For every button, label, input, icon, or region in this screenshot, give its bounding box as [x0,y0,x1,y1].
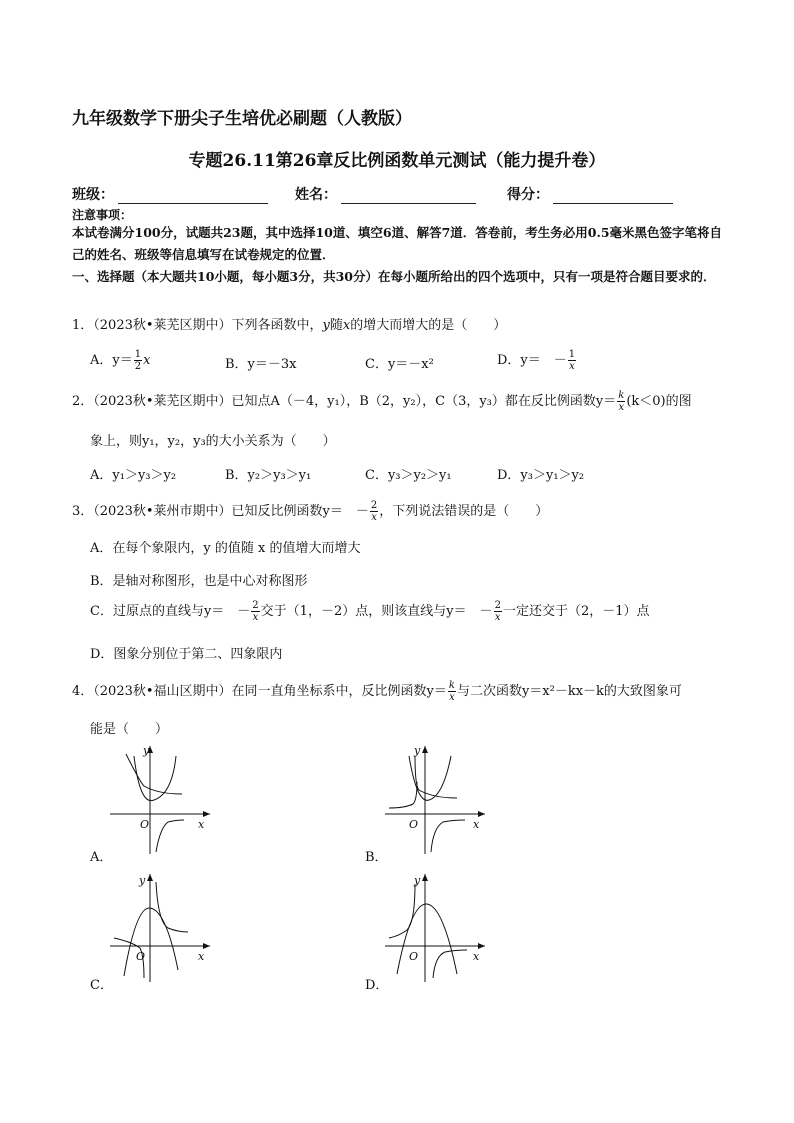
fraction-numerator: k [448,680,455,691]
notes-body: 本试卷满分100分，试题共23题，其中选择10道、填空6道、解答7道．答卷前，考生务必用0.5毫米黑色签字笔将自己的姓名、班级等信息填写在试卷规定的位置． [72,225,723,262]
x-axis-arrow [203,943,210,949]
q4-graph-c[interactable] [110,870,220,988]
q1-option-b[interactable]: B．y＝－3x [225,357,297,372]
name-label: 姓名： [295,187,337,203]
hyperbola-branch [156,820,184,852]
fraction-denominator: x [494,612,501,623]
q3-option-c[interactable] [90,600,649,623]
q4-option-d[interactable]: D． [365,978,389,993]
q1-option-d-text: D．y＝ － [497,353,567,368]
hyperbola-branch [433,950,467,978]
hyperbola-branch [431,820,465,852]
q4-option-b[interactable]: B． [365,850,388,865]
q4-option-c[interactable]: C． [90,978,113,993]
q2-option-b[interactable]: B．y₂＞y₃＞y₁ [225,468,312,483]
q4-stem-line2: 能是（ ） [90,722,169,737]
q1-option-c[interactable]: C．y＝－x² [365,357,434,372]
q3-option-d[interactable]: D．图象分别位于第二、四象限内 [90,647,283,662]
q1-stem-part: 1．（2023秋•莱芜区期中）下列各函数中， [72,318,323,333]
q2-option-d[interactable]: D．y₃＞y₁＞y₂ [497,468,585,483]
q2-option-c[interactable]: C．y₃＞y₂＞y₁ [365,468,452,483]
q4-stem-text: 与二次函数y＝x²－kx－k的大致图象可 [456,684,682,699]
q1-option-a-fraction [134,349,142,372]
q1-stem-part: 的增大而增大的是（ ） [350,318,507,333]
fraction-denominator: x [252,612,259,623]
fraction-numerator: 1 [134,349,142,360]
axis-x-label: x [198,950,205,963]
score-blank [553,191,673,204]
axis-y-label: y [139,874,146,887]
notes-heading: 注意事项： [72,208,133,222]
q3-stem-tail: ，下列说法错误的是（ ） [379,504,549,519]
q2-option-a[interactable]: A．y₁＞y₃＞y₂ [90,468,177,483]
fraction-numerator: k [618,390,625,401]
score-field [507,184,673,204]
hyperbola-branch [389,782,417,808]
hyperbola-branch [389,884,415,938]
q1-stem-part: 随 [329,318,343,333]
q3-option-c-fraction [494,600,502,623]
fraction-numerator: 1 [568,349,576,360]
section1-instructions: 一、选择题（本大题共10小题，每小题3分，共30分）在每小题所给出的四个选项中，只有一项是符合题目要求的． [72,269,716,284]
x-axis-arrow [478,943,485,949]
q2-stem [72,390,692,413]
fraction-denominator: 2 [134,361,142,372]
origin-label: O [409,950,419,963]
q3-fraction [370,500,378,523]
origin-label: O [140,818,150,831]
q4-option-a[interactable]: A． [90,850,113,865]
axis-x-label: x [473,818,480,831]
paper-title: 专题26.11第26章反比例函数单元测试（能力提升卷） [188,151,606,171]
q4-stem [72,680,682,703]
axis-y-label: y [414,874,421,887]
y-axis-arrow [422,874,428,881]
q1-var-x: x [342,318,351,333]
axis-y-label: y [143,744,150,757]
class-field [72,184,268,204]
q3-option-c-text: 交于（1，－2）点，则该直线与y＝ － [260,604,493,619]
q2-fraction [617,390,625,413]
q1-stem [72,314,506,333]
axis-y-label: y [414,744,421,757]
x-axis-arrow [203,811,210,817]
fraction-numerator: 2 [494,600,501,611]
y-axis-arrow [422,746,428,753]
q3-option-a[interactable]: A．在每个象限内，y 的值随 x 的值增大而增大 [90,541,361,556]
score-label: 得分： [507,187,549,203]
parabola-curve [134,756,176,801]
q4-graph-a[interactable] [110,742,220,860]
q3-stem-text: 3．（2023秋•莱州市期中）已知反比例函数y＝ － [72,504,369,519]
axis-x-label: x [473,950,480,963]
fraction-denominator: x [449,692,455,703]
q3-option-c-text: 一定还交于（2，－1）点 [502,604,650,619]
q2-stem-tail: (k＜0)的图 [626,394,692,409]
origin-label: O [136,950,146,963]
fraction-denominator: x [618,402,625,413]
fraction-numerator: 2 [370,500,378,511]
q1-var-y: y [322,318,330,333]
parabola-curve [124,908,178,976]
q1-option-a-text: A．y＝ [90,353,133,368]
fraction-denominator: x [371,512,377,523]
y-axis-arrow [147,874,153,881]
parabola-curve [397,904,457,974]
hyperbola-branch [156,882,188,932]
origin-label: O [409,818,419,831]
q1-option-d[interactable] [497,349,577,372]
q3-stem [72,500,548,523]
fraction-denominator: x [569,361,575,372]
name-field [295,184,476,204]
class-label: 班级： [72,187,114,203]
name-blank [341,191,476,204]
q4-graph-b[interactable] [385,742,495,860]
axis-x-label: x [198,818,205,831]
q3-option-c-fraction [251,600,259,623]
fraction-numerator: 2 [252,600,259,611]
paper-series-title: 九年级数学下册尖子生培优必刷题（人教版） [72,109,412,129]
q4-fraction [448,680,456,703]
q1-option-a[interactable] [90,349,150,372]
q3-option-b[interactable]: B．是轴对称图形，也是中心对称图形 [90,574,308,589]
q1-option-a-var: x [143,353,151,368]
q1-option-d-fraction [568,349,576,372]
q2-stem-text: 2．（2023秋•莱芜区期中）已知点A（－4，y₁），B（2，y₂），C（3，y₃）都在反比例函数y＝ [72,394,617,409]
class-blank [118,191,268,204]
q4-stem-text: 4．（2023秋•福山区期中）在同一直角坐标系中，反比例函数y＝ [72,684,447,699]
x-axis-arrow [478,811,485,817]
q2-stem-line2: 象上，则y₁，y₂，y₃的大小关系为（ ） [90,434,336,449]
hyperbola-branch [415,756,457,798]
q4-graph-d[interactable] [385,870,495,988]
q3-option-c-text: C．过原点的直线与y＝ － [90,604,251,619]
